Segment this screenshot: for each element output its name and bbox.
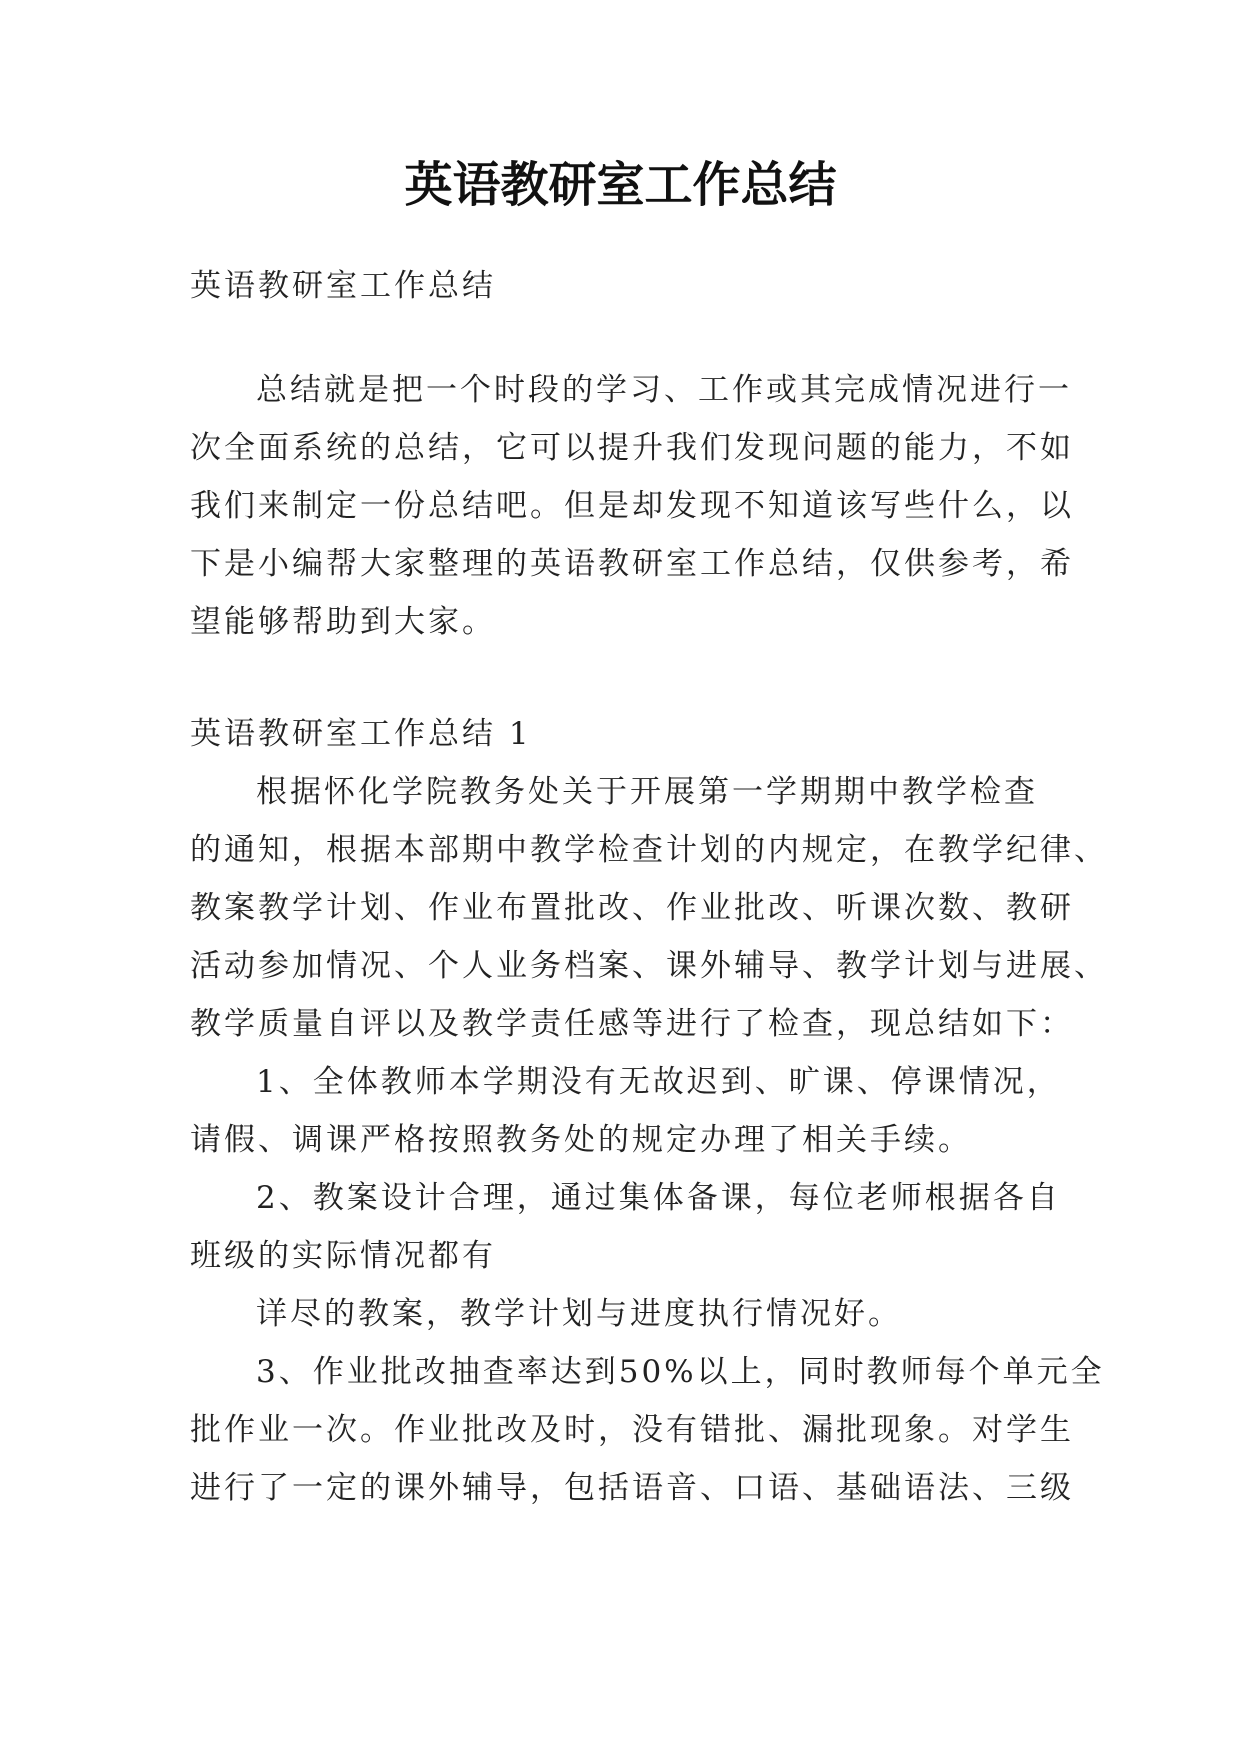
- paragraph-line: 我们来制定一份总结吧。但是却发现不知道该写些什么，以: [190, 488, 1074, 524]
- intro-paragraph: [190, 361, 1074, 651]
- paragraph-line: 总结就是把一个时段的学习、工作或其完成情况进行一: [256, 372, 1072, 408]
- paragraph-line: 活动参加情况、个人业务档案、课外辅导、教学计划与进展、: [190, 948, 1108, 984]
- paragraph-line: 根据怀化学院教务处关于开展第一学期期中教学检查: [256, 774, 1038, 810]
- paragraph-line: 班级的实际情况都有: [190, 1238, 496, 1274]
- list-item-1: 1、全体教师本学期没有无故迟到、旷课、停课情况，: [256, 1064, 1061, 1100]
- paragraph-line: 的通知，根据本部期中教学检查计划的内规定，在教学纪律、: [190, 832, 1108, 868]
- paragraph-line: 教案教学计划、作业布置批改、作业批改、听课次数、教研: [190, 890, 1074, 926]
- list-item-3: 3、作业批改抽查率达到50%以上，同时教师每个单元全: [256, 1354, 1105, 1390]
- paragraph-line: 详尽的教案，教学计划与进度执行情况好。: [256, 1296, 902, 1332]
- paragraph-line: 教学质量自评以及教学责任感等进行了检查，现总结如下：: [190, 1006, 1074, 1042]
- section-1: [190, 705, 1108, 1517]
- paragraph-line: 望能够帮助到大家。: [190, 604, 496, 640]
- paragraph-line: 批作业一次。作业批改及时，没有错批、漏批现象。对学生: [190, 1412, 1074, 1448]
- document-subtitle: 英语教研室工作总结: [190, 268, 496, 304]
- list-item-2: 2、教案设计合理，通过集体备课，每位老师根据各自: [256, 1180, 1061, 1216]
- document-title: 英语教研室工作总结: [404, 157, 837, 213]
- section-heading: 英语教研室工作总结 1: [190, 716, 532, 752]
- paragraph-line: 请假、调课严格按照教务处的规定办理了相关手续。: [190, 1122, 972, 1158]
- paragraph-line: 进行了一定的课外辅导，包括语音、口语、基础语法、三级: [190, 1470, 1074, 1506]
- paragraph-line: 下是小编帮大家整理的英语教研室工作总结，仅供参考，希: [190, 546, 1074, 582]
- subtitle-block: [190, 257, 1060, 315]
- paragraph-line: 次全面系统的总结，它可以提升我们发现问题的能力，不如: [190, 430, 1074, 466]
